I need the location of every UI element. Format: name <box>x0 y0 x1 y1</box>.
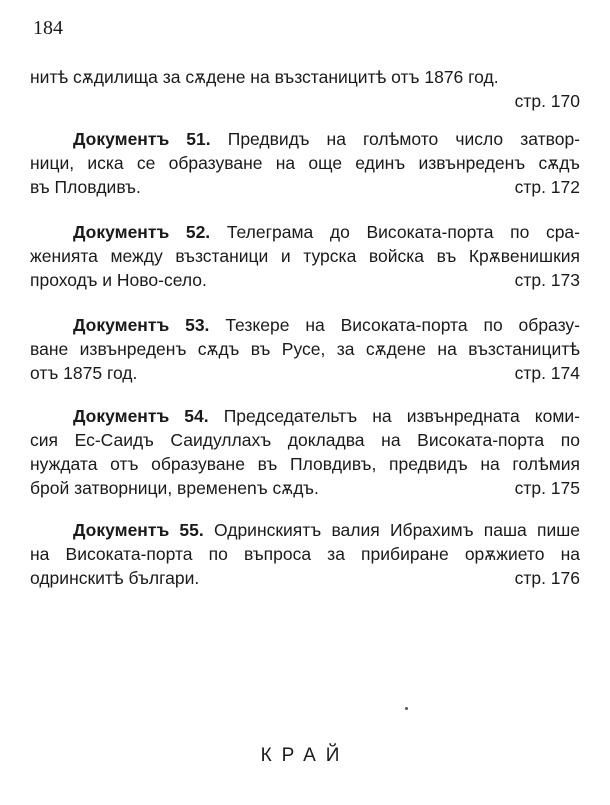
document-label: Документъ 51. <box>73 129 211 149</box>
page-ref: стр. 176 <box>514 568 580 588</box>
page-ref: стр. 175 <box>514 478 580 498</box>
entry-line: ници, иска се образуване на още единъ извънреденъ сѫдъ <box>30 153 580 173</box>
entry-line: ване извънреденъ сѫдъ въ Русе, за сѫдене на възстаницитѣ <box>30 339 580 359</box>
entry-last-text: проходъ и Ново-село. <box>30 270 207 290</box>
toc-entry-53 <box>30 313 580 385</box>
page-ref: стр. 170 <box>514 91 580 111</box>
toc-entry-52 <box>30 220 580 292</box>
entry-line: Председательтъ на извънредната коми- <box>223 406 580 426</box>
page-ref: стр. 174 <box>514 363 580 383</box>
entry-line: Предвидъ на голѣмото число затвор- <box>227 129 581 149</box>
document-label: Документъ 52. <box>73 222 211 242</box>
toc-entry-54 <box>30 404 580 500</box>
toc-entry-continuation <box>30 65 580 113</box>
page-ref: стр. 172 <box>514 177 580 197</box>
entry-line: сия Ес-Саидъ Саидуллахъ докладва на Високата-порта по <box>30 430 580 450</box>
speck-mark <box>405 707 408 710</box>
entry-last-text: одринскитѣ българи. <box>30 568 200 588</box>
toc-entry-51 <box>30 127 581 199</box>
entry-line: нуждата отъ образуване въ Пловдивъ, предвидъ на голѣмия <box>30 454 580 474</box>
toc-entry-55 <box>30 518 580 590</box>
entry-last-text: отъ 1875 год. <box>30 363 138 383</box>
document-label: Документъ 53. <box>73 315 210 335</box>
document-label: Документъ 54. <box>73 406 209 426</box>
page-ref: стр. 173 <box>514 270 580 290</box>
entry-line: Одринскиятъ валия Ибрахимъ паша пише <box>214 520 580 540</box>
entry-last-text: брой затворници, временenъ сѫдъ. <box>30 478 319 498</box>
entry-line: нитѣ сѫдилища за сѫдене на възстаницитѣ отъ 1876 год. <box>30 67 499 87</box>
entry-last-text: въ Пловдивъ. <box>30 177 141 197</box>
entry-line: Телеграма до Високата-порта по сра- <box>226 222 580 242</box>
entry-line: женията между възстаници и турска войска въ Крѫвенишкия <box>30 246 580 266</box>
document-label: Документъ 55. <box>73 520 204 540</box>
entry-line: на Високата-порта по въпроса за прибиране орѫжието на <box>30 544 580 564</box>
entry-line: Тезкере на Високата-порта по образу- <box>225 315 580 335</box>
page-number: 184 <box>33 17 63 39</box>
end-title: КРАЙ <box>260 745 350 766</box>
